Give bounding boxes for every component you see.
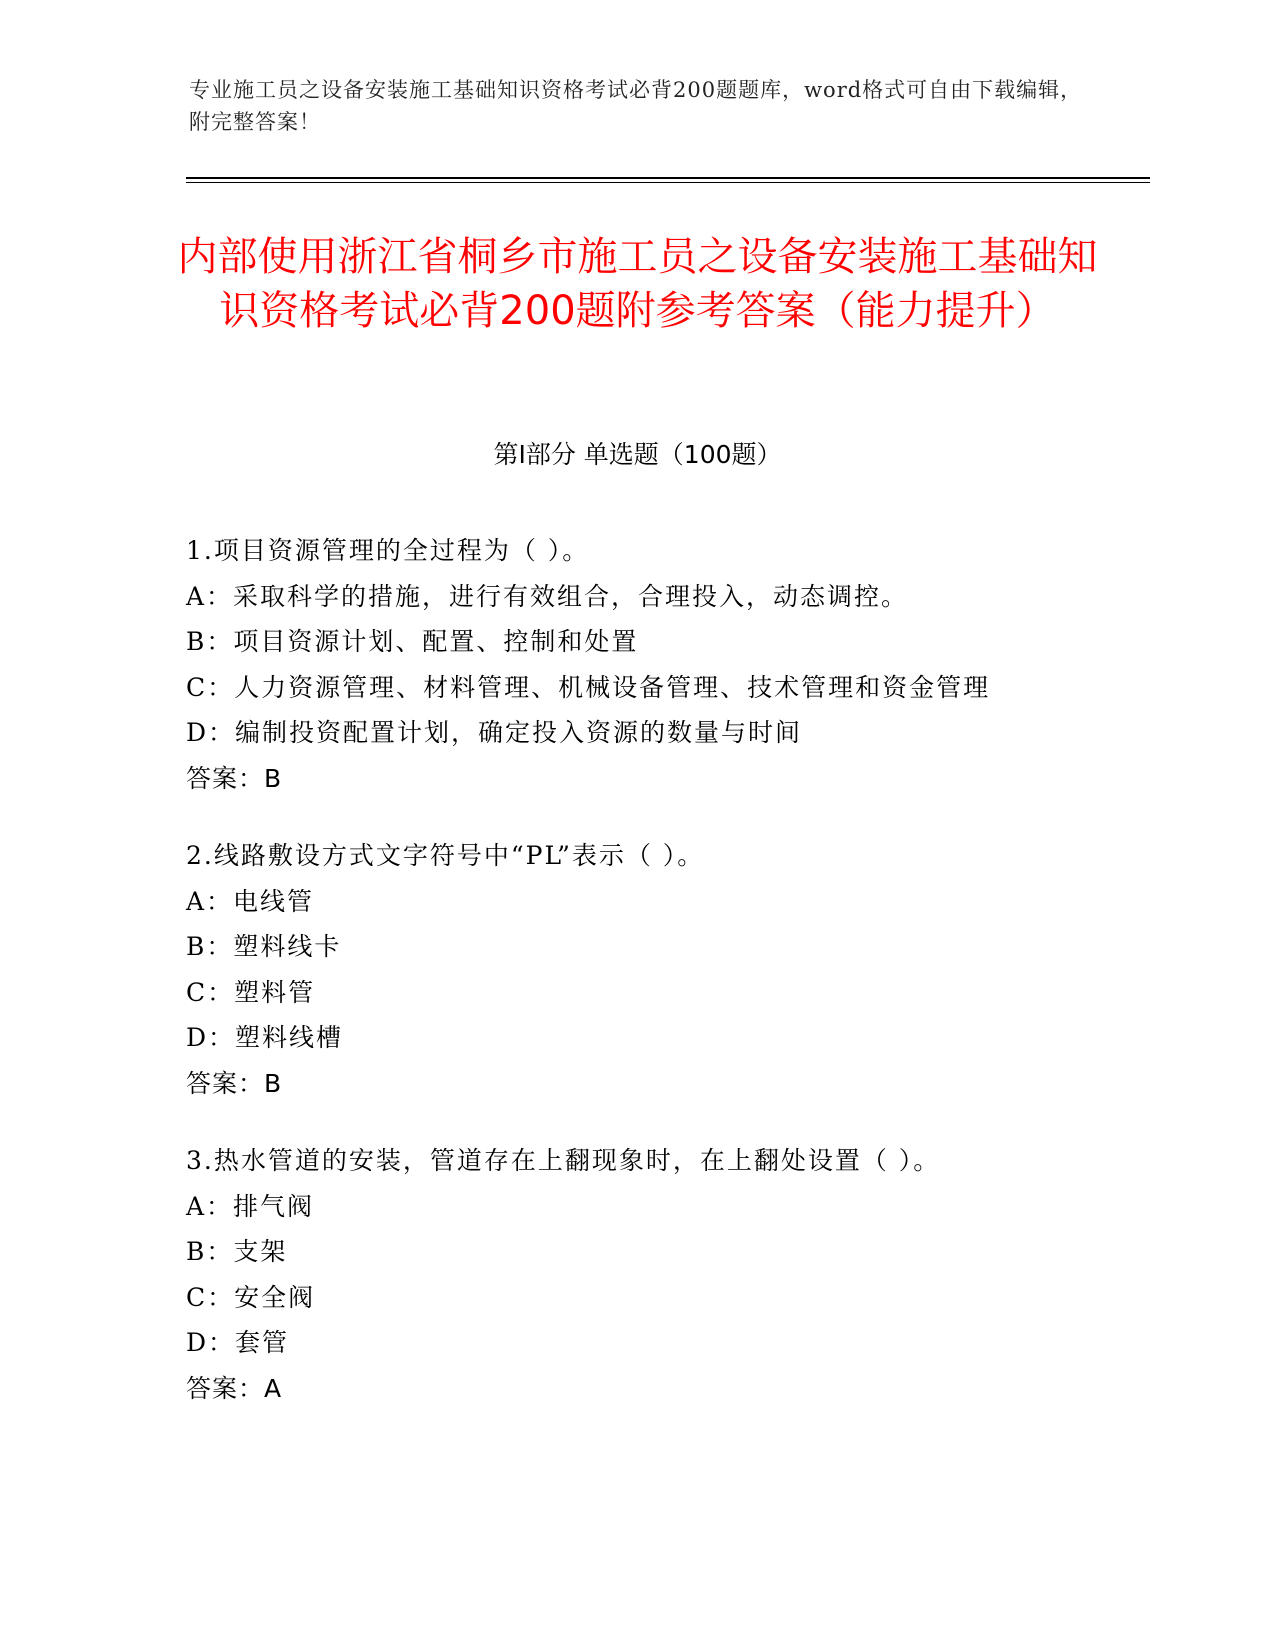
- question-item: [186, 1138, 1086, 1411]
- option-d: D：塑料线槽: [186, 1023, 344, 1052]
- option-b: B：项目资源计划、配置、控制和处置: [186, 627, 639, 656]
- option-a: A：排气阀: [186, 1191, 315, 1221]
- option-b: B：支架: [186, 1237, 288, 1266]
- header-divider-thin: [186, 182, 1150, 183]
- document-title: 内部使用浙江省桐乡市施工员之设备安装施工基础知识资格考试必背200题附参考答案（能力提升）: [177, 234, 1098, 334]
- question-item: [186, 528, 1086, 801]
- option-b: B：塑料线卡: [186, 932, 342, 961]
- option-d: D：套管: [186, 1328, 290, 1357]
- question-item: [186, 833, 1086, 1106]
- option-a: A：采取科学的措施，进行有效组合，合理投入，动态调控。: [186, 581, 909, 611]
- answer-label: 答案：B: [186, 763, 283, 793]
- option-d: D：编制投资配置计划，确定投入资源的数量与时间: [186, 718, 803, 747]
- question-stem: 3.热水管道的安装，管道存在上翻现象时，在上翻处设置（ ）。: [186, 1146, 941, 1175]
- question-stem: 2.线路敷设方式文字符号中“PL”表示（ ）。: [186, 841, 705, 870]
- option-c: C：安全阀: [186, 1282, 316, 1312]
- header-note: 专业施工员之设备安装施工基础知识资格考试必背200题题库，word格式可自由下载编辑，附完整答案！: [189, 78, 1083, 134]
- question-stem: 1.项目资源管理的全过程为（ ）。: [186, 536, 590, 565]
- header-divider-thick: [186, 177, 1150, 179]
- option-c: C：人力资源管理、材料管理、机械设备管理、技术管理和资金管理: [186, 672, 991, 702]
- option-a: A：电线管: [186, 886, 315, 916]
- option-c: C：塑料管: [186, 977, 316, 1007]
- answer-label: 答案：B: [186, 1068, 283, 1098]
- section-heading: 第Ⅰ部分 单选题（100题）: [493, 440, 782, 469]
- answer-label: 答案：A: [186, 1373, 283, 1403]
- question-list: [186, 528, 1086, 1443]
